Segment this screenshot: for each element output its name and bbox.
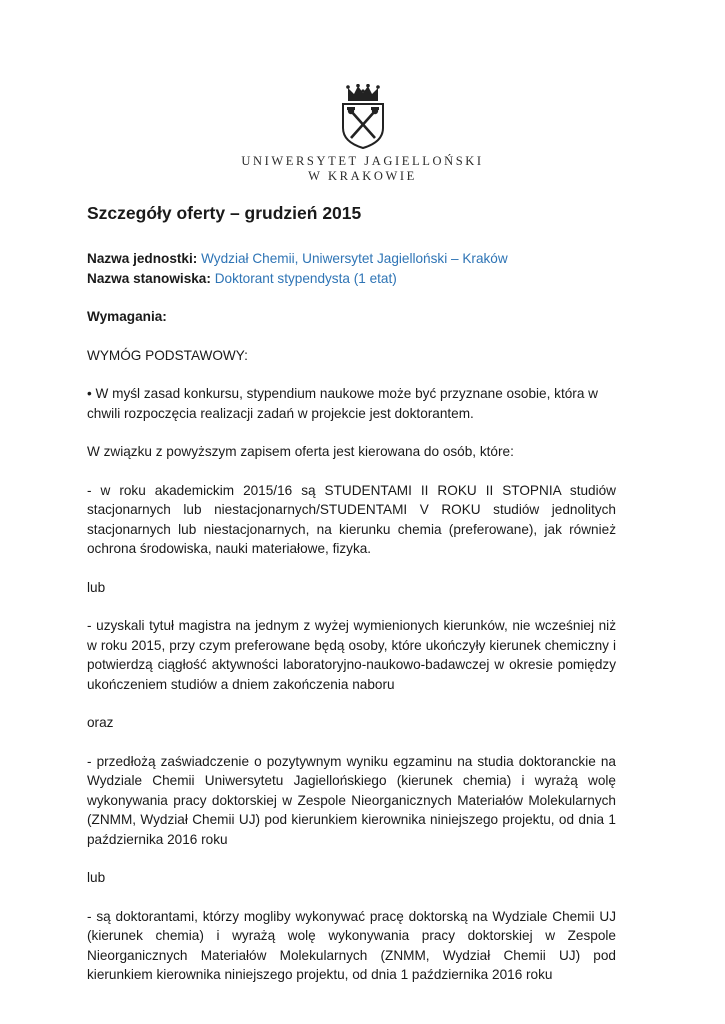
page-title: Szczegóły oferty – grudzień 2015 <box>87 203 362 223</box>
university-crest-icon <box>340 84 386 150</box>
unit-value: Wydział Chemii, Uniwersytet Jagielloński – Kraków <box>201 251 508 266</box>
paragraph-graduates-condition: - uzyskali tytuł magistra na jednym z wyżej wymienionych kierunków, nie wcześniej niż w roku 2015, przy czym preferowane będą osoby, które ukończyły kierunek chemiczny i potwierdzą ciągłość aktywności laboratoryjno-naukowo-badawczej w okresie pomiędzy ukończeniem studiów a dniem zakończenia naboru <box>87 618 616 692</box>
basic-requirement-heading: WYMÓG PODSTAWOWY: <box>87 347 248 363</box>
connector-or-1: lub <box>87 579 106 595</box>
connector-and: oraz <box>87 715 114 730</box>
connector-or-2: lub <box>87 870 106 885</box>
document-body <box>87 200 616 985</box>
unit-row <box>87 249 616 269</box>
paragraph-current-phd: - są doktorantami, którzy mogliby wykonywać pracę doktorską na Wydziale Chemii UJ (kierunek chemia) i wyrażą wolę wykonywania pracy doktorskiej w Zespole Nieorganicznych Materiałów Molekularnych (ZNMM, Wydział Chemii UJ) pod kierunkiem kierownika niniejszego projektu, od dnia 1 października 2016 roku <box>87 908 616 982</box>
position-value: Doktorant stypendysta (1 etat) <box>214 270 397 286</box>
position-row <box>87 269 616 289</box>
letterhead <box>0 84 725 184</box>
requirements-heading: Wymagania: <box>87 309 167 324</box>
paragraph-students-condition: - w roku akademickim 2015/16 są STUDENTAMI II ROKU II STOPNIA studiów stacjonarnych lub niestacjonarnych/STUDENTAMI V ROKU studiów jednolitych stacjonarnych lub niestacjonarnych, na kierunku chemia (preferowane), jak również ochrona środowiska, nauki materiałowe, fizyka. <box>87 482 616 556</box>
paragraph-target-intro: W związku z powyższym zapisem oferta jest kierowana do osób, które: <box>87 444 514 459</box>
paragraph-eligibility: • W myśl zasad konkursu, stypendium naukowe może być przyznane osobie, która w chwili rozpoczęcia realizacji zadań w projekcie jest doktorantem. <box>87 386 598 421</box>
university-city: W KRAKOWIE <box>308 169 417 183</box>
paragraph-exam-certificate: - przedłożą zaświadczenie o pozytywnym wyniku egzaminu na studia doktoranckie na Wydziale Chemii Uniwersytetu Jagiellońskiego (kierunek chemia) i wyrażą wolę wykonywania pracy doktorskiej w Zespole Nieorganicznych Materiałów Molekularnych (ZNMM, Wydział Chemii UJ) pod kierunkiem kierownika niniejszego projektu, od dnia 1 października 2016 roku <box>87 753 616 847</box>
unit-label: Nazwa jednostki: <box>87 251 198 266</box>
position-label: Nazwa stanowiska: <box>87 270 211 286</box>
university-name: UNIWERSYTET JAGIELLOŃSKI <box>241 154 484 168</box>
